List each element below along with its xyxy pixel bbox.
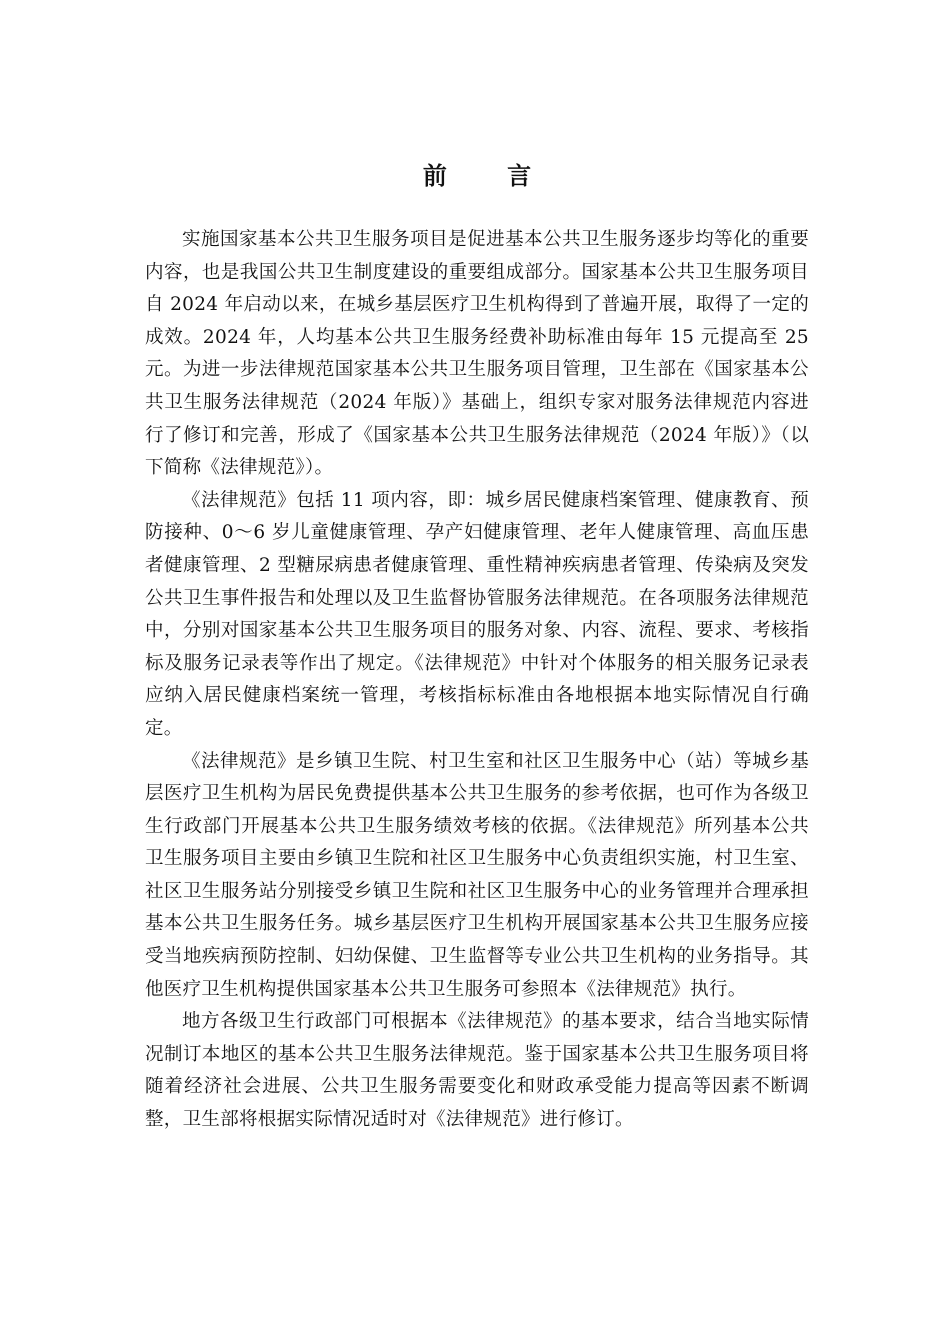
preface-body	[145, 224, 809, 1137]
document-page	[145, 0, 809, 1344]
paragraph-4: 地方各级卫生行政部门可根据本《法律规范》的基本要求，结合当地实际情况制订本地区的基本公共卫生服务法律规范。鉴于国家基本公共卫生服务项目将随着经济社会进展、公共卫生服务需要变化和财政承受能力提高等因素不断调整，卫生部将根据实际情况适时对《法律规范》进行修订。	[145, 1011, 809, 1131]
paragraph-2: 《法律规范》包括 11 项内容，即：城乡居民健康档案管理、健康教育、预防接种、0～6 岁儿童健康管理、孕产妇健康管理、老年人健康管理、高血压患者健康管理、2 型糖尿病患者健康管理、重性精神疾病患者管理、传染病及突发公共卫生事件报告和处理以及卫生监督协管服务法律规范。在各项服务法律规范中，分别对国家基本公共卫生服务项目的服务对象、内容、流程、要求、考核指标及服务记录表等作出了规定。《法律规范》中针对个体服务的相关服务记录表应纳入居民健康档案统一管理，考核指标标准由各地根据本地实际情况自行确定。	[145, 489, 809, 739]
paragraph-1: 实施国家基本公共卫生服务项目是促进基本公共卫生服务逐步均等化的重要内容，也是我国公共卫生制度建设的重要组成部分。国家基本公共卫生服务项目自 2024 年启动以来，在城乡基层医疗卫生机构得到了普遍开展，取得了一定的成效。2024 年，人均基本公共卫生服务经费补助标准由每年 15 元提高至 25 元。为进一步法律规范国家基本公共卫生服务项目管理，卫生部在《国家基本公共卫生服务法律规范（2024 年版）》基础上，组织专家对服务法律规范内容进行了修订和完善，形成了《国家基本公共卫生服务法律规范（2024 年版）》（以下简称《法律规范》）。	[145, 229, 809, 479]
paragraph-3: 《法律规范》是乡镇卫生院、村卫生室和社区卫生服务中心（站）等城乡基层医疗卫生机构为居民免费提供基本公共卫生服务的参考依据，也可作为各级卫生行政部门开展基本公共卫生服务绩效考核的依据。《法律规范》所列基本公共卫生服务项目主要由乡镇卫生院和社区卫生服务中心负责组织实施，村卫生室、社区卫生服务站分别接受乡镇卫生院和社区卫生服务中心的业务管理并合理承担基本公共卫生服务任务。城乡基层医疗卫生机构开展国家基本公共卫生服务应接受当地疾病预防控制、妇幼保健、卫生监督等专业公共卫生机构的业务指导。其他医疗卫生机构提供国家基本公共卫生服务可参照本《法律规范》执行。	[145, 750, 809, 1000]
page-title: 前 言	[422, 162, 558, 191]
